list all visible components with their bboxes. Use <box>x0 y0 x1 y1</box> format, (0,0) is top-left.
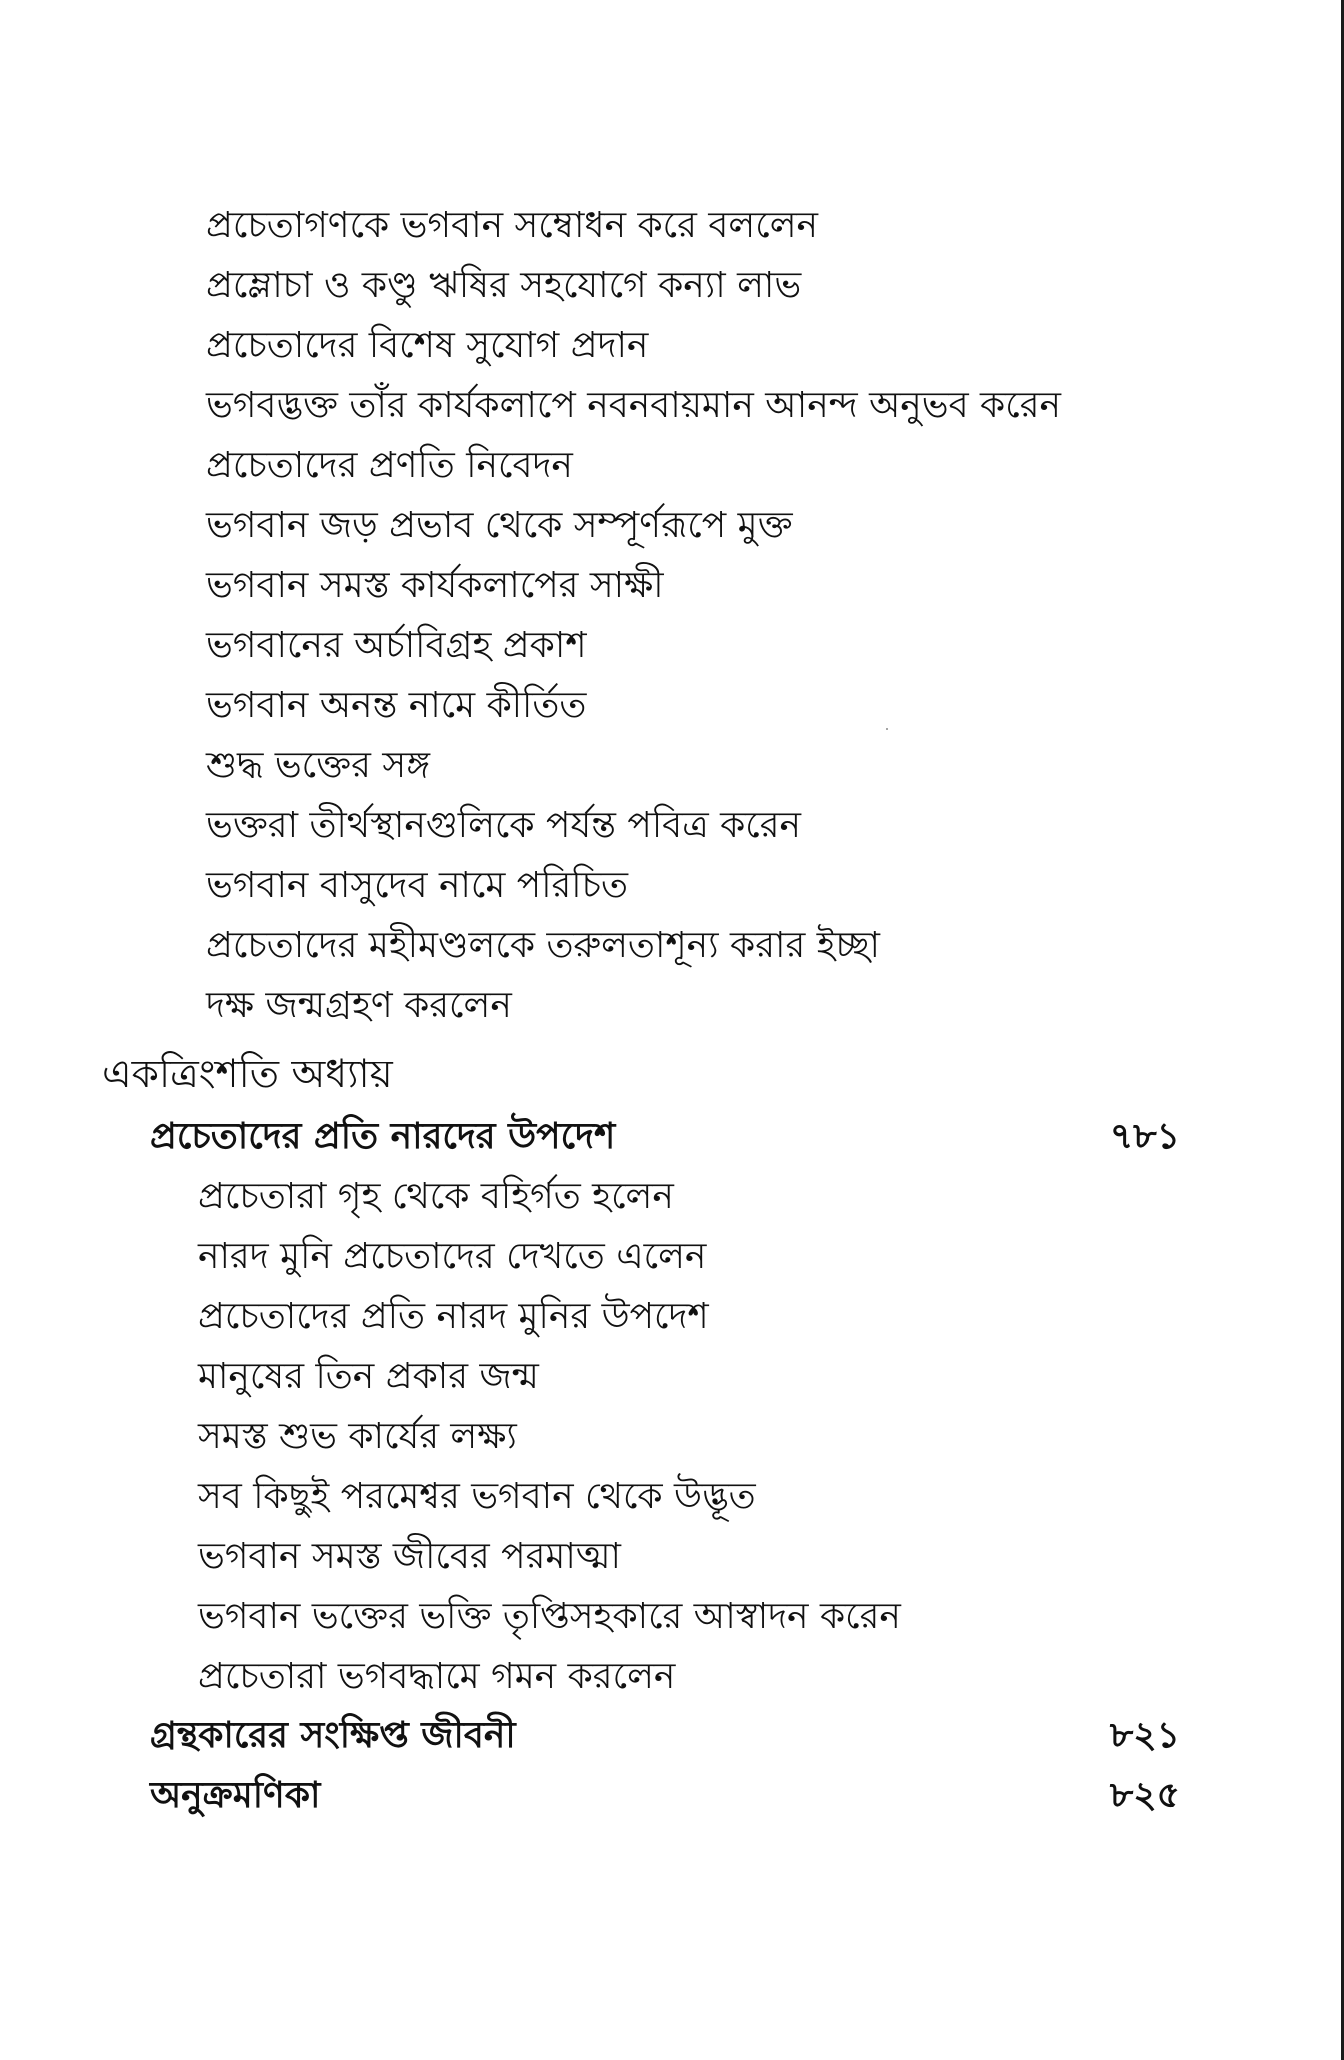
toc-entry-page-number: ৮২৫ <box>1109 1775 1180 1816</box>
topic-item: ভক্তরা তীর্থস্থানগুলিকে পর্যন্ত পবিত্র করেন <box>206 805 802 846</box>
topic-item: প্রচেতাদের প্রতি নারদ মুনির উপদেশ <box>198 1296 709 1337</box>
topic-item: প্রচেতাদের প্রণতি নিবেদন <box>206 445 573 486</box>
topic-item: ভগবান জড় প্রভাব থেকে সম্পূর্ণরূপে মুক্ত <box>206 505 793 546</box>
topic-item: ভগবান অনন্ত নামে কীর্তিত <box>206 685 587 726</box>
toc-entry-author-biography[interactable] <box>150 1706 1180 1766</box>
topic-item: প্রচেতাগণকে ভগবান সম্বোধন করে বললেন <box>206 205 819 246</box>
topic-item: ভগবান ভক্তের ভক্তি তৃপ্তিসহকারে আস্বাদন করেন <box>198 1596 901 1637</box>
topic-item: ভগবান বাসুদেব নামে পরিচিত <box>206 865 629 906</box>
topic-item: সমস্ত শুভ কার্যের লক্ষ্য <box>198 1416 517 1457</box>
toc-entry-page-number: ৮২১ <box>1109 1715 1180 1756</box>
topic-item: সব কিছুই পরমেশ্বর ভগবান থেকে উদ্ভূত <box>198 1476 756 1517</box>
chapter-heading: একত্রিংশতি অধ্যায় <box>102 1052 393 1097</box>
scan-speck <box>886 728 888 730</box>
toc-entry-chapter[interactable] <box>150 1107 1180 1167</box>
topic-item: ভগবদ্ভক্ত তাঁর কার্যকলাপে নবনবায়মান আনন্দ অনুভব করেন <box>206 385 1061 426</box>
topic-item: ভগবান সমস্ত কার্যকলাপের সাক্ষী <box>206 565 664 606</box>
topic-item: ভগবানের অর্চাবিগ্রহ প্রকাশ <box>206 625 587 666</box>
chapter-topic-list <box>198 1167 1098 1707</box>
topic-item: দক্ষ জন্মগ্রহণ করলেন <box>206 985 512 1026</box>
toc-entry-title: প্রচেতাদের প্রতি নারদের উপদেশ <box>150 1116 616 1157</box>
previous-chapter-topic-list <box>206 196 1106 1036</box>
topic-item: মানুষের তিন প্রকার জন্ম <box>198 1356 539 1397</box>
toc-entry-page-number: ৭৮১ <box>1109 1116 1180 1157</box>
topic-item: ভগবান সমস্ত জীবের পরমাত্মা <box>198 1536 621 1577</box>
topic-item: প্রচেতারা ভগবদ্ধামে গমন করলেন <box>198 1656 676 1697</box>
toc-entry-index[interactable] <box>150 1766 1180 1826</box>
toc-entry-title: গ্রন্থকারের সংক্ষিপ্ত জীবনী <box>150 1715 516 1756</box>
toc-entry-title: অনুক্রমণিকা <box>150 1775 321 1816</box>
topic-item: প্রচেতারা গৃহ থেকে বহির্গত হলেন <box>198 1176 674 1217</box>
topic-item: শুদ্ধ ভক্তের সঙ্গ <box>206 745 430 786</box>
topic-item: প্রচেতাদের মহীমণ্ডলকে তরুলতাশূন্য করার ইচ্ছা <box>206 925 880 966</box>
topic-item: প্রম্লোচা ও কণ্ডু ঋষির সহযোগে কন্যা লাভ <box>206 265 802 306</box>
topic-item: প্রচেতাদের বিশেষ সুযোগ প্রদান <box>206 325 649 366</box>
topic-item: নারদ মুনি প্রচেতাদের দেখতে এলেন <box>198 1236 707 1277</box>
